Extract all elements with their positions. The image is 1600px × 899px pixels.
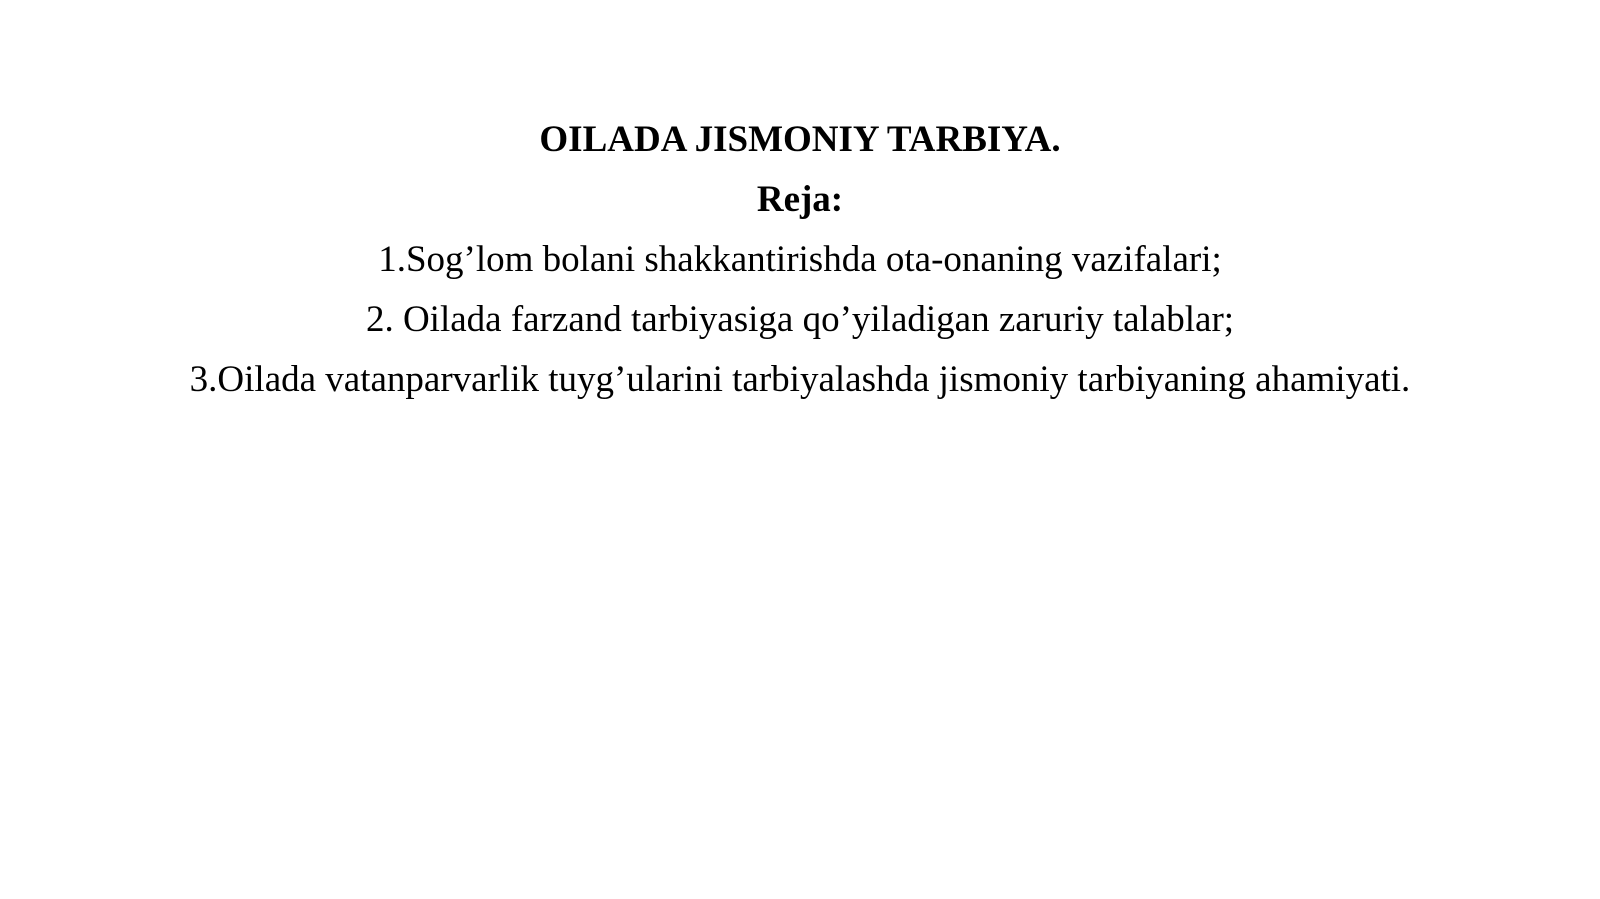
plan-item-1: 1.Sog’lom bolani shakkantirishda ota-onaning vazifalari; [378, 239, 1222, 280]
plan-item-2: 2. Oilada farzand tarbiyasiga qo’yiladigan zaruriy talablar; [365, 299, 1235, 340]
slide-title: OILADA JISMONIY TARBIYA. [539, 119, 1061, 160]
plan-list [0, 236, 1600, 416]
plan-heading: Reja: [756, 179, 844, 220]
plan-item-3: 3.Oilada vatanparvarlik tuyg’ularini tarbiyalashda jismoniy tarbiyaning ahamiyati. [189, 359, 1411, 400]
slide-content [0, 116, 1600, 416]
